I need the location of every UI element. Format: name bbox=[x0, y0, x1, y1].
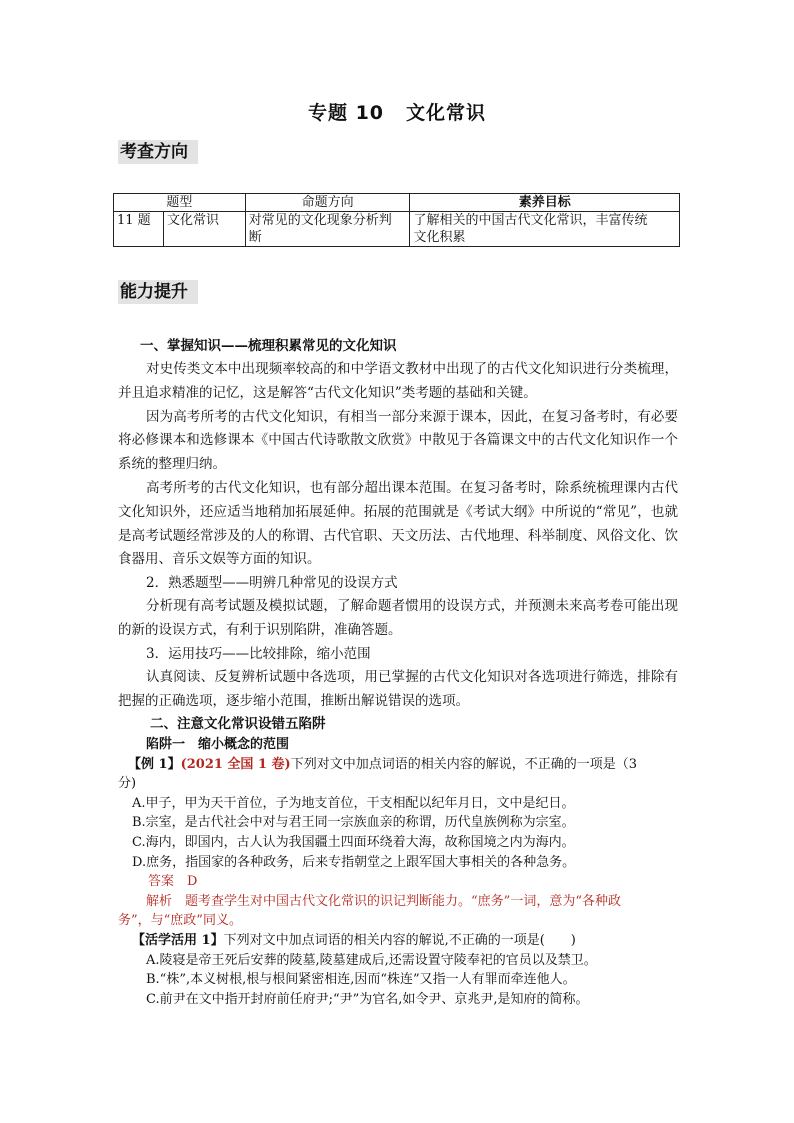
section-heading-exam-direction: 考查方向 bbox=[118, 140, 198, 164]
table-row bbox=[114, 212, 680, 247]
practice-option-a: A.陵寝是帝王死后安葬的陵墓,陵墓建成后,还需设置守陵奉祀的官员以及禁卫。 bbox=[146, 952, 597, 968]
practice-option-c: C.前尹在文中指开封府前任府尹;“尹”为官名,如令尹、京兆尹,是知府的简称。 bbox=[146, 991, 589, 1007]
answer-label: 答案 bbox=[148, 874, 175, 890]
subheading-2: 2．熟悉题型——明辨几种常见的设误方式 bbox=[146, 575, 398, 592]
part1-heading: 一、掌握知识——梳理积累常见的文化知识 bbox=[140, 338, 397, 354]
practice-question-text: 下列对文中加点词语的相关内容的解说,不正确的一项是( ) bbox=[223, 932, 576, 948]
table-cell-direction: 对常见的文化现象分析判 断 bbox=[245, 212, 410, 247]
practice-option-b: B.“株”,本义树根,根与根间紧密相连,因而“株连”又指一人有罪而牵连他人。 bbox=[146, 972, 576, 988]
example-question-text: 下列对文中加点词语的相关内容的解说，不正确的一项是（3 bbox=[290, 756, 637, 772]
trap1-heading: 陷阱一 缩小概念的范围 bbox=[146, 737, 290, 752]
paragraph: 因为高考所考的古代文化知识，有相当一部分来源于课本，因此，在复习备考时，有必要将必修课本和选修课本《中国古代诗歌散文欣赏》中散见于各篇课文中的古代文化知识作一个系统的整理归纳。 bbox=[118, 408, 678, 473]
title-topic-name: 文化常识 bbox=[406, 102, 487, 124]
analysis-label: 解析 bbox=[146, 893, 173, 909]
exam-requirement-table bbox=[113, 193, 680, 247]
part2-heading: 二、注意文化常识设错五陷阱 bbox=[150, 716, 326, 732]
paragraph: 认真阅读、反复辨析试题中各选项，用已掌握的古代文化知识对各选项进行筛选，排除有把握的正确选项，逐步缩小范围，推断出解说错误的选项。 bbox=[118, 668, 678, 709]
table-header-direction: 命题方向 bbox=[245, 194, 410, 212]
paragraph: 高考所考的古代文化知识，也有部分超出课本范围。在复习备考时，除系统梳理课内古代文化知识外，还应适当地稍加拓展延伸。拓展的范围就是《考试大纲》中所说的“常见”，也就是高考试题经常涉及的人的称谓、古代官职、天文历法、古代地理、科举制度、风俗文化、饮食器用、音乐文娱等方面的知识。 bbox=[118, 479, 678, 568]
table-header-row bbox=[114, 194, 680, 212]
subheading-3: 3．运用技巧——比较排除，缩小范围 bbox=[146, 645, 371, 662]
option-b: B.宗室，是古代社会中对与君王同一宗族血亲的称谓，历代皇族例称为宗室。 bbox=[132, 815, 575, 831]
example-question bbox=[118, 755, 680, 775]
part2-body bbox=[118, 714, 680, 1009]
paragraph: 对史传类文本中出现频率较高的和中学语文教材中出现了的古代文化知识进行分类梳理，并且追求精准的记忆，这是解答“古代文化知识”类考题的基础和关键。 bbox=[118, 361, 678, 401]
option-a: A.甲子，甲为天干首位，子为地支首位，干支相配以纪年月日，文中是纪日。 bbox=[132, 795, 575, 811]
table-header-type: 题型 bbox=[114, 194, 246, 212]
section-heading-ability: 能力提升 bbox=[118, 280, 198, 304]
option-c: C.海内，即国内，古人认为我国疆土四面环绕着大海，故称国境之内为海内。 bbox=[132, 834, 575, 850]
part1-body bbox=[118, 334, 678, 713]
answer-value: D bbox=[187, 874, 198, 890]
practice-label: 【活学活用 1】 bbox=[132, 932, 224, 948]
answer-line bbox=[118, 872, 680, 892]
analysis-text: 题考查学生对中国古代文化常识的识记判断能力。“庶务”一词，意为“各种政 bbox=[185, 893, 621, 909]
example-question-cont: 分) bbox=[118, 776, 137, 792]
table-cell-goal: 了解相关的中国古代文化常识，丰富传统 文化积累 bbox=[410, 212, 680, 247]
paragraph: 分析现有高考试题及模拟试题，了解命题者惯用的设误方式，并预测未来高考卷可能出现的新的设误方式，有利于识别陷阱，准确答题。 bbox=[118, 598, 678, 638]
table-cell-number: 11 题 bbox=[114, 212, 164, 247]
title-topic-number: 专题 10 bbox=[307, 102, 385, 124]
page-title bbox=[0, 98, 794, 125]
analysis-line-cont: 务”，与“庶政”同义。 bbox=[118, 913, 242, 929]
analysis-line bbox=[118, 892, 680, 912]
option-d: D.庶务，指国家的各种政务，后来专指朝堂之上跟军国大事相关的各种急务。 bbox=[132, 854, 576, 870]
practice-question bbox=[118, 931, 680, 951]
example-source: (2021 全国 1 卷) bbox=[180, 756, 291, 772]
example-label: 【例 1】 bbox=[128, 756, 181, 772]
table-header-goal: 素养目标 bbox=[410, 194, 680, 212]
table-cell-type: 文化常识 bbox=[163, 212, 245, 247]
